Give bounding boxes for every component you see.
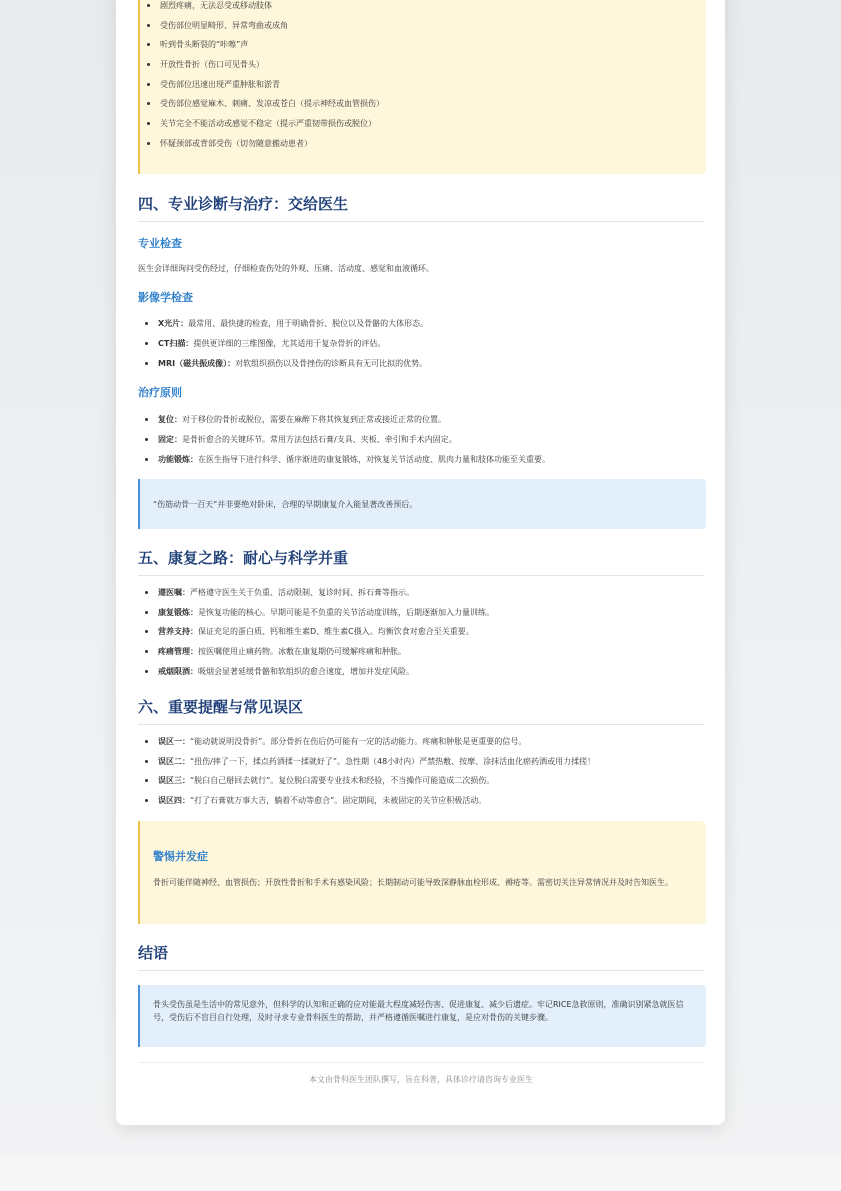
tip-text: “伤筋动骨一百天”并非要绝对卧床，合理的早期康复介入能显著改善预后。 — [153, 500, 418, 509]
description: 提供更详细的三维图像，尤其适用于复杂骨折的评估。 — [193, 339, 386, 348]
alert-heading: 警惕并发症 — [153, 850, 208, 863]
list-item — [138, 756, 704, 768]
subheading: 影像学检查 — [138, 291, 193, 304]
description: 吸烟会显著延缓骨骼和软组织的愈合速度，增加并发症风险。 — [198, 666, 414, 676]
description: 是骨折愈合的关键环节。常用方法包括石膏/支具、夹板、牵引和手术内固定。 — [182, 435, 457, 444]
list-item: 受伤部位明显畸形、异常弯曲或成角 — [140, 20, 384, 32]
section-heading: 结语 — [138, 944, 169, 962]
list-item — [138, 358, 704, 370]
section-heading: 六、重要提醒与常见误区 — [138, 698, 304, 716]
list-item — [138, 338, 704, 350]
section-heading: 五、康复之路：耐心与科学并重 — [138, 549, 349, 567]
list-item: 关节完全不能活动或感觉不稳定（提示严重韧带损伤或脱位） — [140, 118, 384, 130]
list-item — [138, 666, 704, 678]
myths-list — [138, 736, 704, 807]
page-bottom-strip — [0, 1157, 841, 1191]
term: CT扫描： — [158, 339, 194, 348]
warning-signs-box — [138, 0, 706, 174]
footer-divider — [138, 1062, 704, 1063]
term: 误区三： — [158, 776, 190, 786]
rehab-list — [138, 587, 704, 678]
list-item — [138, 454, 704, 466]
term: 疼痛管理： — [158, 647, 198, 657]
description: 保证充足的蛋白质、钙和维生素D、维生素C摄入。均衡饮食对愈合至关重要。 — [198, 627, 474, 637]
term: 遵医嘱： — [158, 588, 190, 597]
subheading: 治疗原则 — [138, 386, 182, 399]
section-heading: 四、专业诊断与治疗：交给医生 — [138, 195, 349, 213]
list-item — [138, 434, 704, 446]
term: 康复锻炼： — [158, 607, 198, 617]
list-item — [138, 795, 704, 807]
term: 戒烟限酒： — [158, 666, 198, 676]
description: “打了石膏就万事大吉，躺着不动等愈合”。固定期间，未被固定的关节应积极活动。 — [190, 796, 487, 806]
list-item: 怀疑颈部或背部受伤（切勿随意搬动患者） — [140, 138, 384, 150]
description: 是恢复功能的核心。早期可能是不负重的关节活动度训练，后期逐渐加入力量训练。 — [198, 607, 494, 617]
description: “扭伤/摔了一下，揉点药酒揉一揉就好了”。急性期（48小时内）严禁热敷、按摩、涂抹活血化瘀药酒或用力揉搓！ — [190, 756, 596, 766]
list-item: 听到骨头断裂的“咔嚓”声 — [140, 39, 384, 51]
heading-divider — [138, 221, 704, 222]
description: 最常用、最快捷的检查，用于明确骨折、脱位以及骨骼的大体形态。 — [188, 319, 429, 328]
article-card — [116, 0, 725, 1125]
list-item — [138, 414, 704, 426]
alert-text: 骨折可能伴随神经、血管损伤；开放性骨折和手术有感染风险；长期制动可能导致深静脉血栓形成、褥疮等。需密切关注异常情况并及时告知医生。 — [153, 878, 673, 887]
conclusion-box — [138, 985, 706, 1047]
imaging-list — [138, 318, 704, 370]
list-item — [138, 607, 704, 619]
list-item: 受伤部位迅速出现严重肿胀和淤青 — [140, 79, 384, 91]
description: “能动就说明没骨折”。部分骨折在伤后仍可能有一定的活动能力。疼痛和肿胀是更重要的信号。 — [190, 737, 527, 746]
list-item — [138, 646, 704, 658]
term: 误区二： — [158, 756, 190, 766]
paragraph: 医生会详细询问受伤经过，仔细检查伤处的外观、压痛、活动度、感觉和血液循环。 — [138, 264, 434, 273]
description: 在医生指导下进行科学、循序渐进的康复锻炼，对恢复关节活动度、肌肉力量和肢体功能至关重要。 — [198, 455, 550, 464]
footer-note: 本文由骨科医生团队撰写，旨在科普，具体诊疗请咨询专业医生 — [309, 1075, 533, 1084]
complication-alert-box — [138, 821, 706, 924]
term: 误区一： — [158, 737, 190, 746]
subheading: 专业检查 — [138, 237, 182, 250]
term: 误区四： — [158, 796, 190, 806]
term: MRI（磁共振成像）： — [158, 359, 236, 368]
term: 复位： — [158, 415, 182, 424]
list-item: 受伤部位感觉麻木、刺痛、发凉或苍白（提示神经或血管损伤） — [140, 98, 384, 110]
list-item — [138, 736, 704, 748]
list-item — [138, 318, 704, 330]
term: 营养支持： — [158, 627, 198, 637]
list-item — [138, 587, 704, 599]
conclusion-text: 骨头受伤虽是生活中的常见意外，但科学的认知和正确的应对能最大程度减轻伤害、促进康复、减少后遗症。牢记RICE急救原则，准确识别紧急就医信号，受伤后不盲目自行处理，及时寻求专业骨科医生的帮助，并严格遵循医嘱进行康复，是应对骨伤的关键步骤。 — [153, 1000, 684, 1022]
term: X光片： — [158, 319, 189, 328]
description: 严格遵守医生关于负重、活动限制、复诊时间、拆石膏等指示。 — [190, 588, 414, 597]
description: “脱臼自己掰回去就行”。复位脱臼需要专业技术和经验，不当操作可能造成二次损伤。 — [190, 776, 495, 786]
list-item: 开放性骨折（伤口可见骨头） — [140, 59, 384, 71]
treatment-list — [138, 414, 704, 466]
list-item — [138, 775, 704, 787]
description: 按医嘱使用止痛药物。冰敷在康复期仍可缓解疼痛和肿胀。 — [198, 647, 406, 657]
warning-signs-list — [140, 0, 384, 150]
heading-divider — [138, 970, 704, 971]
term: 固定： — [158, 435, 182, 444]
tip-box — [138, 479, 706, 529]
list-item: 剧烈疼痛，无法忍受或移动肢体 — [140, 0, 384, 12]
description: 对软组织损伤以及骨挫伤的诊断具有无可比拟的优势。 — [235, 359, 428, 368]
description: 对于移位的骨折或脱位，需要在麻醉下将其恢复到正常或接近正常的位置。 — [182, 415, 446, 424]
term: 功能锻炼： — [158, 455, 198, 464]
list-item — [138, 626, 704, 638]
heading-divider — [138, 575, 704, 576]
heading-divider — [138, 724, 704, 725]
